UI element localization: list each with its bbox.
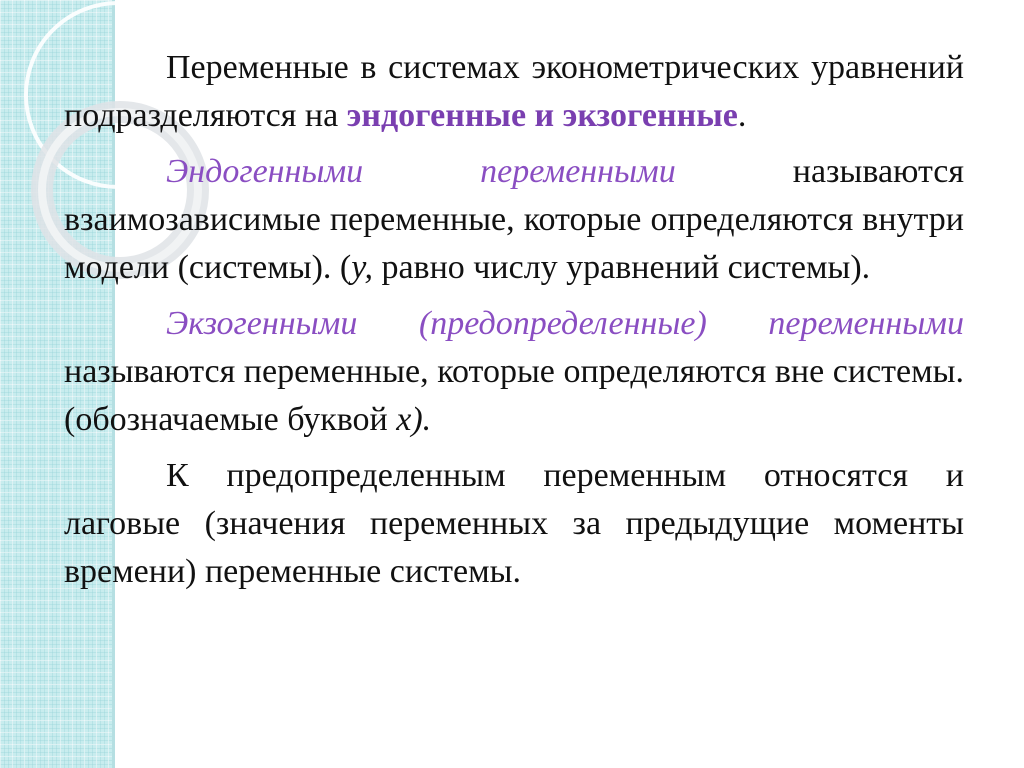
p2-text-after: равно числу уравнений системы). — [372, 249, 871, 286]
paragraph-variable-types — [64, 44, 964, 140]
paragraph-endogenous — [64, 148, 964, 292]
p1-highlight-terms: эндогенные и экзогенные — [346, 97, 738, 134]
p3-text-before: называются переменные, которые определяются вне системы. (обозначаемые буквой — [64, 353, 964, 438]
p2-variable-y: y, — [351, 249, 373, 286]
p1-text-after: . — [737, 97, 747, 134]
p3-variable-x: x). — [396, 401, 432, 438]
paragraph-lagged — [64, 452, 964, 596]
slide-body — [64, 44, 964, 604]
paragraph-exogenous — [64, 300, 964, 444]
p2-term-endogenous: Эндогенными переменными — [166, 153, 676, 190]
p2-text-before: называются взаимозависимые переменные, которые определяются внутри модели (системы). ( — [64, 153, 964, 286]
p4-text: К предопределенным переменным относятся и лаговые (значения переменных за предыдущие моменты времени) переменные системы. — [64, 457, 964, 590]
p3-term-exogenous: Экзогенными (предопределенные) переменными — [166, 305, 964, 342]
p1-text-before: Переменные в системах эконометрических уравнений подразделяются на — [64, 49, 964, 134]
